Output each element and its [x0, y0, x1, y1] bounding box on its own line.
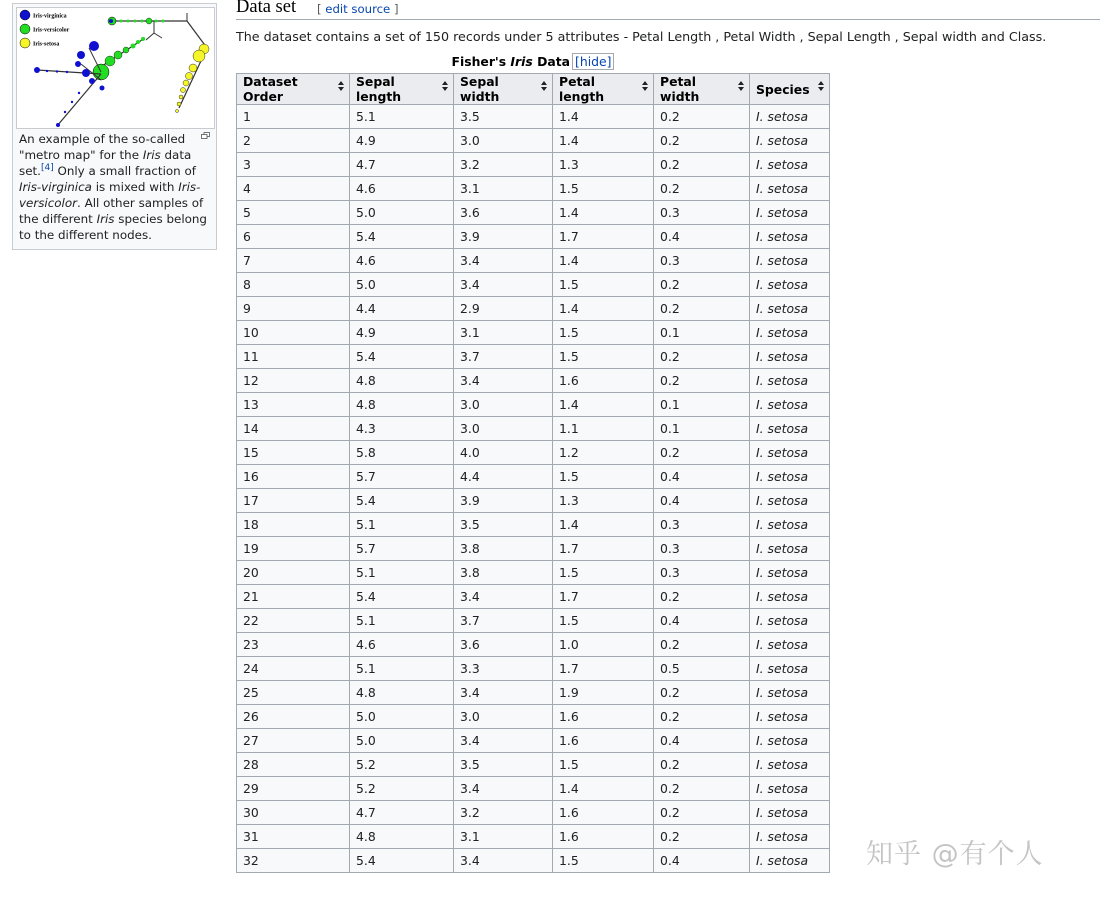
header-species[interactable]: [750, 74, 830, 105]
caption-italic: Iris: [96, 212, 115, 226]
header-petal-width[interactable]: [654, 74, 750, 105]
table-cell: 22: [237, 609, 350, 633]
table-cell: 26: [237, 705, 350, 729]
species-cell: I. setosa: [750, 249, 830, 273]
table-cell: 18: [237, 513, 350, 537]
table-cell: 0.2: [654, 441, 750, 465]
legend-virginica: Iris-virginica: [33, 13, 67, 20]
table-cell: 3: [237, 153, 350, 177]
species-cell: I. setosa: [750, 561, 830, 585]
table-cell: 5.2: [350, 777, 454, 801]
table-row: [237, 561, 830, 585]
table-cell: 4: [237, 177, 350, 201]
table-cell: 1.4: [553, 201, 654, 225]
table-cell: 4.6: [350, 249, 454, 273]
intro-paragraph: The dataset contains a set of 150 records under 5 attributes - Petal Length , Petal Width , Sepal Length , Sepal width and Class.: [236, 29, 1047, 44]
caption-text: is mixed with: [91, 180, 179, 194]
table-cell: 1.4: [553, 777, 654, 801]
table-cell: 3.8: [454, 561, 553, 585]
header-label: Sepal length: [356, 74, 402, 104]
header-label: Petal width: [660, 74, 700, 104]
table-cell: 0.2: [654, 681, 750, 705]
caption-text: data set.: [19, 148, 192, 178]
table-row: [237, 345, 830, 369]
species-cell: I. setosa: [750, 201, 830, 225]
table-cell: 1.6: [553, 801, 654, 825]
table-cell: 27: [237, 729, 350, 753]
table-row: [237, 297, 830, 321]
table-row: [237, 177, 830, 201]
table-cell: 5.0: [350, 273, 454, 297]
table-row: [237, 513, 830, 537]
table-row: [237, 273, 830, 297]
table-cell: 3.4: [454, 681, 553, 705]
table-cell: 1.7: [553, 585, 654, 609]
table-cell: 3.0: [454, 705, 553, 729]
table-cell: 31: [237, 825, 350, 849]
table-cell: 14: [237, 417, 350, 441]
table-cell: 30: [237, 801, 350, 825]
table-cell: 5.4: [350, 225, 454, 249]
table-cell: 5.1: [350, 105, 454, 129]
table-cell: 32: [237, 849, 350, 873]
table-cell: 1.7: [553, 225, 654, 249]
table-cell: 1.4: [553, 249, 654, 273]
header-label: Species: [756, 81, 810, 97]
table-cell: 2.9: [454, 297, 553, 321]
table-cell: 19: [237, 537, 350, 561]
table-cell: 0.4: [654, 729, 750, 753]
species-cell: I. setosa: [750, 345, 830, 369]
table-cell: 3.7: [454, 609, 553, 633]
table-cell: 1.5: [553, 345, 654, 369]
table-cell: 0.3: [654, 537, 750, 561]
table-cell: 3.4: [454, 249, 553, 273]
table-row: [237, 153, 830, 177]
table-cell: 28: [237, 753, 350, 777]
edit-bracket: ]: [390, 2, 399, 16]
table-cell: 23: [237, 633, 350, 657]
table-row: [237, 801, 830, 825]
table-caption: [236, 54, 830, 69]
thumbnail-caption: [19, 131, 207, 243]
species-cell: I. setosa: [750, 177, 830, 201]
table-cell: 1.4: [553, 105, 654, 129]
header-label: Sepal width: [460, 74, 500, 104]
table-cell: 1.4: [553, 129, 654, 153]
table-cell: 0.3: [654, 201, 750, 225]
thumbnail-box: [12, 3, 217, 250]
species-cell: I. setosa: [750, 609, 830, 633]
table-cell: 12: [237, 369, 350, 393]
table-cell: 5.4: [350, 345, 454, 369]
table-row: [237, 633, 830, 657]
table-cell: 5.8: [350, 441, 454, 465]
table-row: [237, 105, 830, 129]
table-row: [237, 417, 830, 441]
species-cell: I. setosa: [750, 441, 830, 465]
table-row: [237, 537, 830, 561]
species-cell: I. setosa: [750, 393, 830, 417]
sort-icon[interactable]: [442, 81, 448, 91]
table-cell: 0.2: [654, 585, 750, 609]
table-cell: 10: [237, 321, 350, 345]
table-cell: 4.6: [350, 177, 454, 201]
table-row: [237, 321, 830, 345]
table-cell: 3.0: [454, 417, 553, 441]
sort-icon[interactable]: [738, 81, 744, 91]
species-cell: I. setosa: [750, 681, 830, 705]
table-cell: 0.2: [654, 273, 750, 297]
table-cell: 24: [237, 657, 350, 681]
species-cell: I. setosa: [750, 585, 830, 609]
sort-icon[interactable]: [338, 81, 344, 91]
table-cell: 4.3: [350, 417, 454, 441]
table-cell: 21: [237, 585, 350, 609]
species-cell: I. setosa: [750, 465, 830, 489]
table-cell: 3.1: [454, 321, 553, 345]
species-cell: I. setosa: [750, 633, 830, 657]
table-cell: 5.4: [350, 585, 454, 609]
caption-text: An example of the so-called "metro map" for the: [19, 132, 186, 162]
table-cell: 0.4: [654, 489, 750, 513]
table-cell: 4.8: [350, 369, 454, 393]
species-cell: I. setosa: [750, 225, 830, 249]
table-cell: 0.2: [654, 105, 750, 129]
edit-source: [317, 2, 399, 16]
table-cell: 5.1: [350, 513, 454, 537]
table-row: [237, 369, 830, 393]
table-cell: 0.1: [654, 393, 750, 417]
table-cell: 3.4: [454, 585, 553, 609]
table-cell: 1.5: [553, 321, 654, 345]
caption-part: Fisher's: [451, 54, 511, 69]
table-cell: 0.2: [654, 801, 750, 825]
table-row: [237, 489, 830, 513]
table-cell: 5.7: [350, 465, 454, 489]
sort-icon[interactable]: [642, 81, 648, 91]
legend-setosa: Iris-setosa: [33, 41, 60, 48]
species-cell: I. setosa: [750, 321, 830, 345]
table-row: [237, 825, 830, 849]
hide-toggle[interactable]: [hide]: [572, 53, 614, 70]
table-cell: 25: [237, 681, 350, 705]
table-cell: 4.4: [454, 465, 553, 489]
header-petal-length[interactable]: [553, 74, 654, 105]
species-cell: I. setosa: [750, 369, 830, 393]
table-row: [237, 249, 830, 273]
metro-map-graphic: [17, 8, 214, 128]
table-cell: 3.5: [454, 105, 553, 129]
table-cell: 0.2: [654, 297, 750, 321]
table-cell: 0.3: [654, 249, 750, 273]
table-cell: 0.2: [654, 129, 750, 153]
table-cell: 0.1: [654, 321, 750, 345]
table-row: [237, 225, 830, 249]
species-cell: I. setosa: [750, 297, 830, 321]
sort-icon[interactable]: [818, 81, 824, 91]
table-cell: 4.8: [350, 825, 454, 849]
table-cell: 3.8: [454, 537, 553, 561]
table-cell: 4.8: [350, 393, 454, 417]
table-cell: 5.1: [350, 561, 454, 585]
table-cell: 1: [237, 105, 350, 129]
table-cell: 1.5: [553, 849, 654, 873]
table-cell: 4.0: [454, 441, 553, 465]
table-cell: 1.5: [553, 465, 654, 489]
table-cell: 1.9: [553, 681, 654, 705]
table-header-row: [237, 74, 830, 105]
header-label: Dataset Order: [243, 74, 298, 104]
table-cell: 3.9: [454, 489, 553, 513]
table-cell: 0.1: [654, 417, 750, 441]
table-cell: 1.3: [553, 489, 654, 513]
caption-italic: Iris-versicolor: [19, 180, 201, 210]
table-cell: 1.6: [553, 705, 654, 729]
table-cell: 3.4: [454, 849, 553, 873]
caption-text: Only a small fraction of: [53, 164, 196, 178]
table-cell: 3.7: [454, 345, 553, 369]
species-cell: I. setosa: [750, 825, 830, 849]
caption-italic: Iris-virginica: [19, 180, 92, 194]
table-row: [237, 201, 830, 225]
species-cell: I. setosa: [750, 729, 830, 753]
table-cell: 9: [237, 297, 350, 321]
table-cell: 5.0: [350, 201, 454, 225]
species-cell: I. setosa: [750, 849, 830, 873]
table-cell: 5.1: [350, 609, 454, 633]
species-cell: I. setosa: [750, 489, 830, 513]
table-cell: 3.2: [454, 153, 553, 177]
table-cell: 3.6: [454, 633, 553, 657]
table-cell: 4.8: [350, 681, 454, 705]
table-row: [237, 585, 830, 609]
table-row: [237, 609, 830, 633]
table-cell: 4.4: [350, 297, 454, 321]
table-row: [237, 753, 830, 777]
table-cell: 4.9: [350, 321, 454, 345]
table-row: [237, 849, 830, 873]
table-cell: 0.2: [654, 177, 750, 201]
table-cell: 1.3: [553, 153, 654, 177]
heading-divider: [236, 19, 1100, 20]
header-dataset-order[interactable]: [237, 74, 350, 105]
species-cell: I. setosa: [750, 705, 830, 729]
table-cell: 0.2: [654, 345, 750, 369]
species-cell: I. setosa: [750, 105, 830, 129]
table-cell: 4.7: [350, 801, 454, 825]
species-cell: I. setosa: [750, 753, 830, 777]
table-cell: 0.2: [654, 777, 750, 801]
table-cell: 3.0: [454, 129, 553, 153]
species-cell: I. setosa: [750, 129, 830, 153]
table-cell: 0.3: [654, 513, 750, 537]
table-row: [237, 681, 830, 705]
table-cell: 3.1: [454, 177, 553, 201]
table-cell: 11: [237, 345, 350, 369]
table-cell: 0.4: [654, 225, 750, 249]
table-cell: 1.4: [553, 393, 654, 417]
table-cell: 3.4: [454, 777, 553, 801]
table-cell: 5.1: [350, 657, 454, 681]
species-cell: I. setosa: [750, 513, 830, 537]
table-cell: 0.3: [654, 561, 750, 585]
reference-link[interactable]: [4]: [40, 163, 54, 174]
legend-versicolor: Iris-versicolor: [33, 27, 70, 34]
table-cell: 1.4: [553, 297, 654, 321]
table-cell: 0.5: [654, 657, 750, 681]
table-cell: 3.4: [454, 729, 553, 753]
table-cell: 3.6: [454, 201, 553, 225]
table-cell: 1.5: [553, 177, 654, 201]
table-row: [237, 393, 830, 417]
table-cell: 1.6: [553, 729, 654, 753]
header-sepal-length[interactable]: [350, 74, 454, 105]
caption-italic: Iris: [142, 148, 161, 162]
table-cell: 3.4: [454, 273, 553, 297]
table-cell: 5: [237, 201, 350, 225]
table-cell: 1.2: [553, 441, 654, 465]
table-cell: 3.9: [454, 225, 553, 249]
table-cell: 5.7: [350, 537, 454, 561]
table-cell: 0.2: [654, 633, 750, 657]
species-cell: I. setosa: [750, 777, 830, 801]
table-cell: 3.3: [454, 657, 553, 681]
table-cell: 3.5: [454, 513, 553, 537]
table-cell: 1.0: [553, 633, 654, 657]
table-row: [237, 729, 830, 753]
table-cell: 5.4: [350, 489, 454, 513]
table-cell: 7: [237, 249, 350, 273]
table-cell: 4.7: [350, 153, 454, 177]
species-cell: I. setosa: [750, 273, 830, 297]
table-cell: 0.2: [654, 153, 750, 177]
table-cell: 0.2: [654, 705, 750, 729]
iris-data-table: [236, 73, 830, 873]
table-cell: 2: [237, 129, 350, 153]
caption-text: species belong to the different nodes.: [19, 212, 207, 242]
table-cell: 1.6: [553, 825, 654, 849]
species-cell: I. setosa: [750, 537, 830, 561]
species-cell: I. setosa: [750, 657, 830, 681]
section-heading: Data set: [236, 0, 297, 17]
table-cell: 20: [237, 561, 350, 585]
edit-source-link[interactable]: edit source: [325, 2, 391, 16]
table-cell: 5.0: [350, 705, 454, 729]
table-cell: 1.7: [553, 537, 654, 561]
table-cell: 5.0: [350, 729, 454, 753]
table-cell: 8: [237, 273, 350, 297]
table-row: [237, 777, 830, 801]
table-cell: 15: [237, 441, 350, 465]
table-cell: 13: [237, 393, 350, 417]
species-cell: I. setosa: [750, 417, 830, 441]
table-cell: 29: [237, 777, 350, 801]
table-cell: 0.4: [654, 465, 750, 489]
table-cell: 16: [237, 465, 350, 489]
table-cell: 4.9: [350, 129, 454, 153]
table-row: [237, 657, 830, 681]
caption-text: . All other samples of the different: [19, 196, 204, 226]
table-cell: 1.5: [553, 753, 654, 777]
table-cell: 3.5: [454, 753, 553, 777]
metro-map-image[interactable]: [16, 7, 215, 129]
caption-part: Data: [532, 54, 571, 69]
table-cell: 0.4: [654, 849, 750, 873]
table-cell: 1.5: [553, 561, 654, 585]
species-cell: I. setosa: [750, 153, 830, 177]
table-cell: 3.4: [454, 369, 553, 393]
table-row: [237, 129, 830, 153]
table-cell: 5.4: [350, 849, 454, 873]
table-cell: 0.2: [654, 753, 750, 777]
table-row: [237, 441, 830, 465]
watermark: 知乎 @有个人: [866, 839, 1044, 870]
table-row: [237, 705, 830, 729]
species-cell: I. setosa: [750, 801, 830, 825]
table-cell: 4.6: [350, 633, 454, 657]
table-cell: 1.4: [553, 513, 654, 537]
table-cell: 1.5: [553, 273, 654, 297]
table-row: [237, 465, 830, 489]
table-cell: 0.4: [654, 609, 750, 633]
table-cell: 5.2: [350, 753, 454, 777]
edit-bracket: [: [317, 2, 326, 16]
table-cell: 1.6: [553, 369, 654, 393]
table-cell: 3.1: [454, 825, 553, 849]
table-cell: 1.5: [553, 609, 654, 633]
header-sepal-width[interactable]: [454, 74, 553, 105]
table-cell: 0.2: [654, 369, 750, 393]
table-cell: 3.0: [454, 393, 553, 417]
table-cell: 1.1: [553, 417, 654, 441]
table-cell: 3.2: [454, 801, 553, 825]
table-cell: 6: [237, 225, 350, 249]
table-cell: 0.2: [654, 825, 750, 849]
caption-part: Iris: [510, 54, 533, 69]
sort-icon[interactable]: [541, 81, 547, 91]
header-label: Petal length: [559, 74, 605, 104]
table-cell: 1.7: [553, 657, 654, 681]
table-cell: 17: [237, 489, 350, 513]
